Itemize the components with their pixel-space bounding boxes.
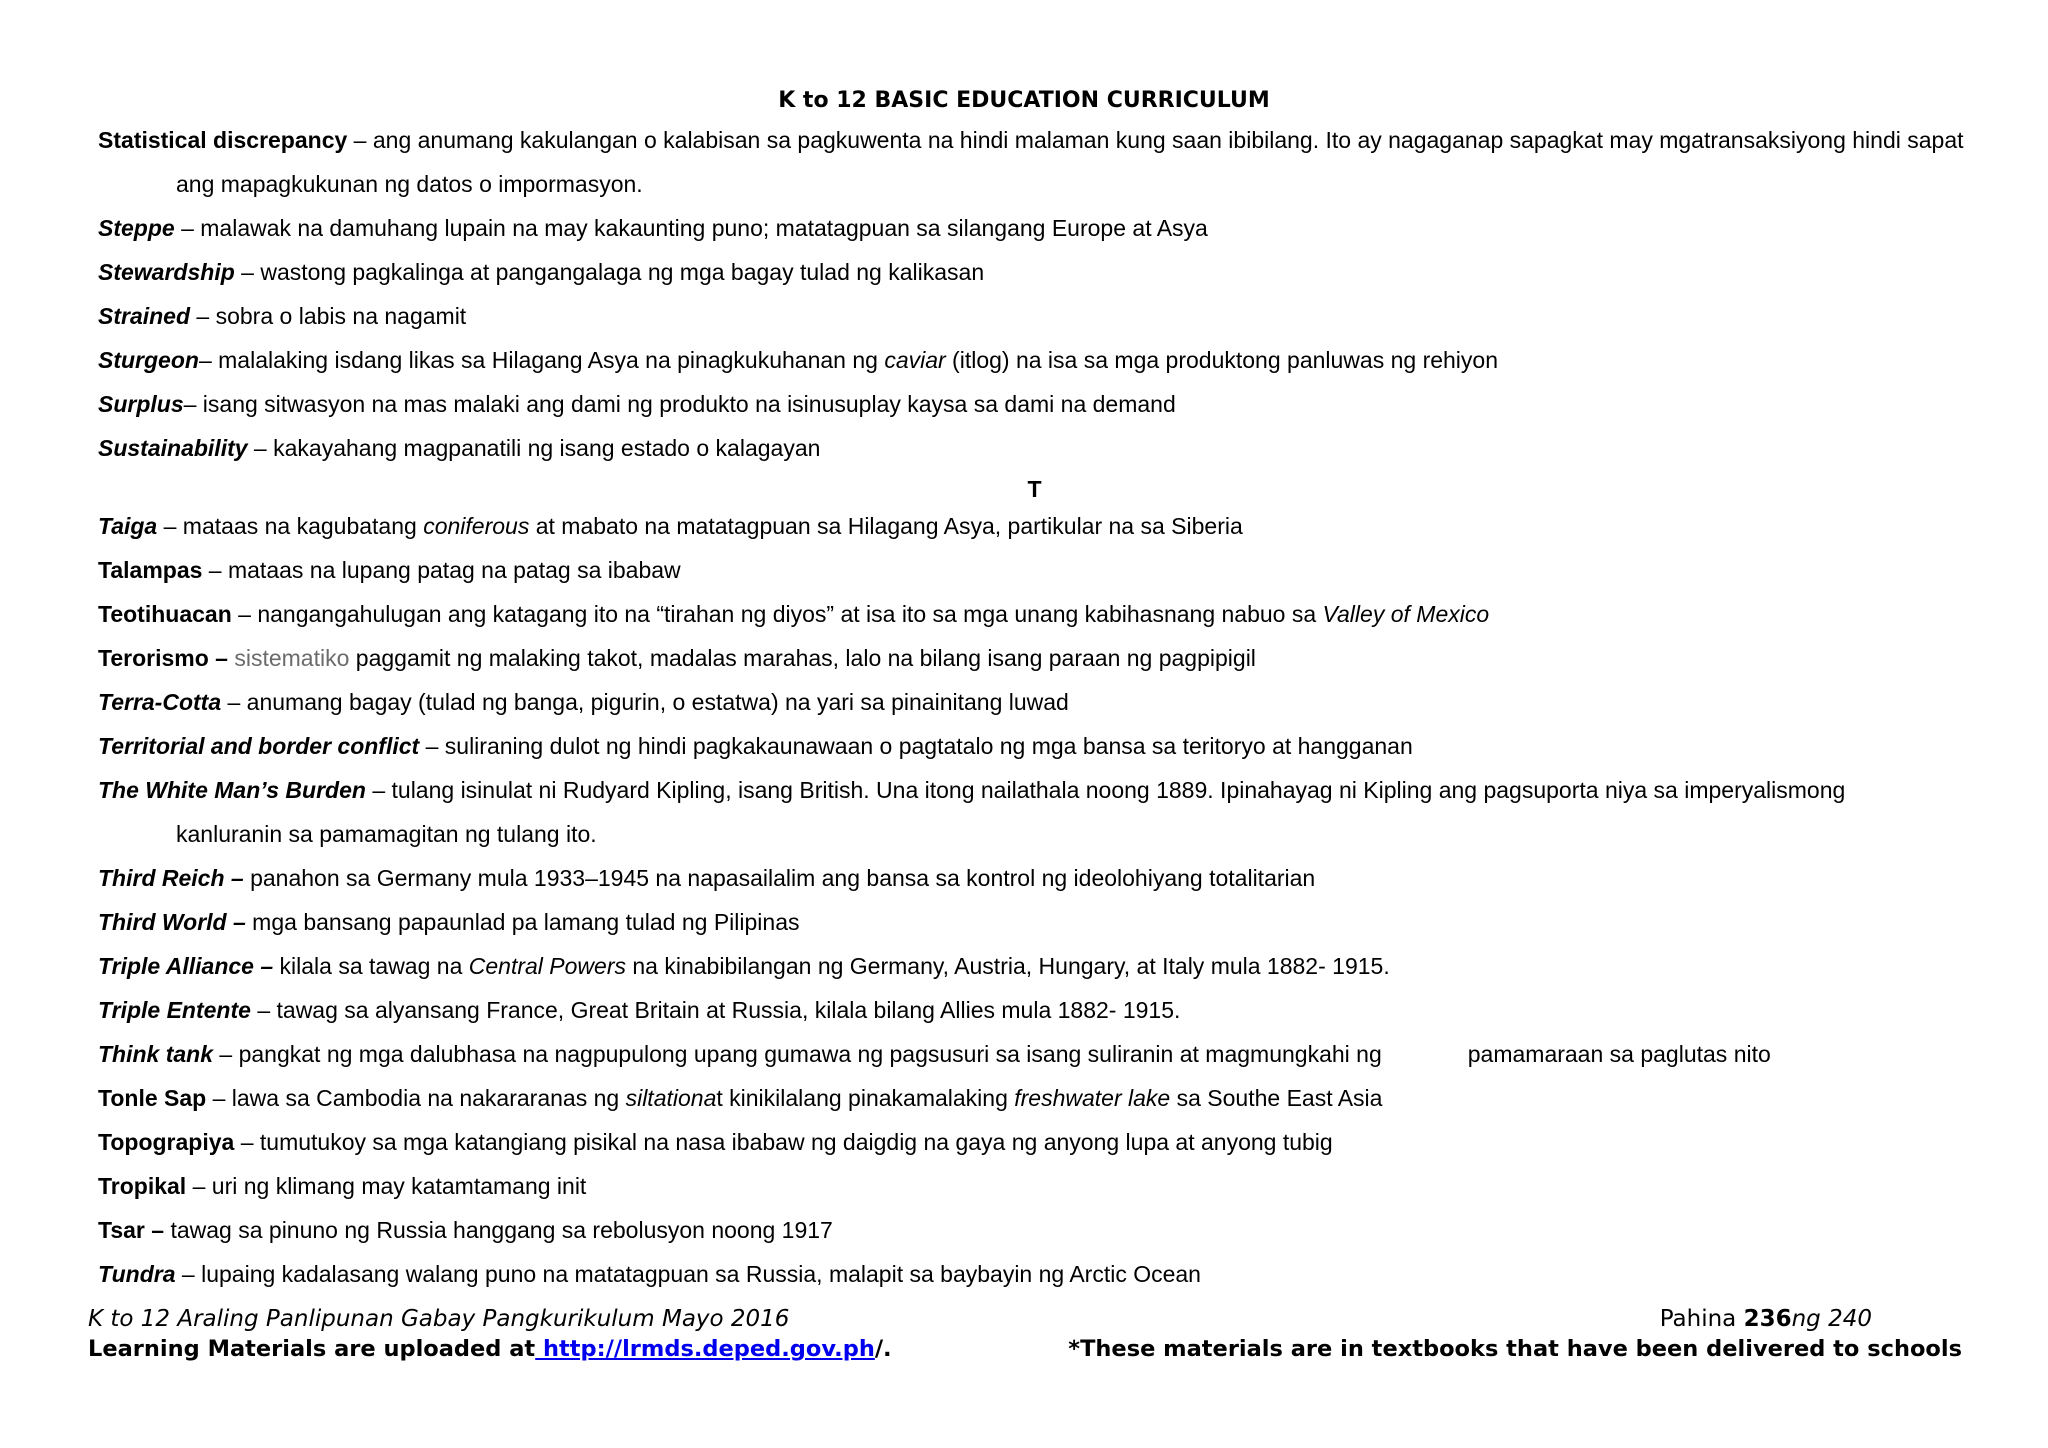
lrmds-link[interactable]: http://lrmds.deped.gov.ph xyxy=(535,1336,875,1362)
glossary-definition: – nangangahulugan ang katagang ito na “tirahan ng diyos” at isa ito sa mga unang kabihasnang nabuo sa xyxy=(231,601,1323,627)
glossary-definition: – anumang bagay (tulad ng banga, pigurin, o estatwa) na yari sa pinainitang luwad xyxy=(221,689,1069,715)
footer-guide-title: K to 12 Araling Panlipunan Gabay Pangkurikulum Mayo 2016 xyxy=(88,1306,790,1332)
glossary-emphasis: Central Powers xyxy=(468,953,626,979)
glossary-definition: – uri ng klimang may katamtamang init xyxy=(186,1173,587,1199)
glossary-definition: – lawa sa Cambodia na nakararanas ng xyxy=(206,1085,626,1111)
glossary-definition: – ang anumang kakulangan o kalabisan sa pagkuwenta na hindi malaman kung saan ibibilang. Ito ay nagaganap sapagkat may mgatransaksiyong hindi sapat ang mapagkukunan ng datos o impormasyon. xyxy=(176,127,1964,197)
glossary-term: Teotihuacan xyxy=(98,601,232,627)
glossary-entry xyxy=(98,856,1998,900)
glossary-term: Terorismo – xyxy=(98,645,228,671)
glossary-entry xyxy=(98,426,1998,470)
glossary-emphasis: Valley of Mexico xyxy=(1322,601,1490,627)
glossary-entry xyxy=(98,504,1998,548)
glossary-emphasis: caviar xyxy=(884,347,946,373)
glossary-entry xyxy=(98,768,1886,856)
footer-upload-line xyxy=(88,1336,1962,1362)
glossary-term: Tundra xyxy=(98,1261,176,1287)
section-letter: T xyxy=(1027,476,1042,502)
glossary-entry xyxy=(98,548,1998,592)
glossary-entry xyxy=(98,1032,1998,1076)
glossary-term: Third Reich – xyxy=(98,865,244,891)
glossary-definition-cont: at mabato na matatagpuan sa Hilagang Asya, partikular na sa Siberia xyxy=(529,513,1243,539)
glossary-definition: – isang sitwasyon na mas malaki ang dami ng produkto na isinusuplay kaysa sa dami na demand xyxy=(183,391,1176,417)
glossary-term: Think tank xyxy=(98,1041,214,1067)
glossary-entry xyxy=(98,944,1998,988)
glossary-entry xyxy=(98,1252,1998,1296)
glossary-entry xyxy=(98,636,1998,680)
glossary-definition: – malalaking isdang likas sa Hilagang Asya na pinagkukuhanan ng xyxy=(198,347,885,373)
glossary-definition: – pangkat ng mga dalubhasa na nagpupulong upang gumawa ng pagsusuri sa isang suliranin at magmungkahi ng xyxy=(213,1041,1382,1067)
glossary-term: Triple Alliance – xyxy=(98,953,274,979)
glossary-term: Third World – xyxy=(98,909,246,935)
page-number: 236 xyxy=(1743,1306,1792,1332)
glossary-term: Sturgeon xyxy=(98,347,199,373)
footer-link-after: /. xyxy=(874,1336,892,1362)
glossary-definition: – tulang isinulat ni Rudyard Kipling, isang British. Una itong nailathala noong 1889. Ipinahayag ni Kipling ang pagsuporta niya sa imperyalismong kanluranin sa pamamagitan ng tulang ito. xyxy=(176,777,1846,847)
glossary-definition-cont: na kinabibilangan ng Germany, Austria, Hungary, at Italy mula 1882- 1915. xyxy=(626,953,1390,979)
glossary-definition: paggamit ng malaking takot, madalas marahas, lalo na bilang isang paraan ng pagpipigil xyxy=(349,645,1256,671)
glossary-entry xyxy=(98,988,1998,1032)
glossary-definition: – mataas na kagubatang xyxy=(157,513,424,539)
glossary-definition-cont: pamamaraan sa paglutas nito xyxy=(1467,1041,1771,1067)
glossary-definition-cont: t kinikilalang pinakamalaking xyxy=(716,1085,1015,1111)
glossary-entry xyxy=(98,118,1998,206)
glossary-definition: tawag sa pinuno ng Russia hanggang sa rebolusyon noong 1917 xyxy=(164,1217,833,1243)
glossary-emphasis: siltationa xyxy=(625,1085,717,1111)
glossary-term: Topograpiya xyxy=(98,1129,235,1155)
glossary-entry xyxy=(98,1164,1998,1208)
glossary-definition-end: sa Southe East Asia xyxy=(1170,1085,1383,1111)
glossary-emphasis: coniferous xyxy=(423,513,530,539)
glossary-term: Talampas xyxy=(98,557,203,583)
page-prefix: Pahina xyxy=(1659,1306,1744,1332)
glossary-definition: – mataas na lupang patag na patag sa ibabaw xyxy=(202,557,681,583)
glossary-entry xyxy=(98,900,1998,944)
glossary-entry xyxy=(98,206,1998,250)
glossary-entry xyxy=(98,338,1998,382)
page-suffix: ng 240 xyxy=(1791,1306,1872,1332)
glossary-term: Statistical discrepancy xyxy=(98,127,348,153)
footer-note: *These materials are in textbooks that have been delivered to schools xyxy=(1068,1336,1962,1362)
glossary-term: Surplus xyxy=(98,391,184,417)
glossary-definition: – malawak na damuhang lupain na may kakaunting puno; matatagpuan sa silangang Europe at Asya xyxy=(174,215,1208,241)
glossary-term: Territorial and border conflict xyxy=(98,733,420,759)
glossary-definition: – tumutukoy sa mga katangiang pisikal na nasa ibabaw ng daigdig na gaya ng anyong lupa at anyong tubig xyxy=(234,1129,1333,1155)
glossary-term: Steppe xyxy=(98,215,175,241)
glossary-term: Strained xyxy=(98,303,191,329)
page-indicator xyxy=(1660,1306,1872,1332)
glossary-definition: – sobra o labis na nagamit xyxy=(190,303,467,329)
glossary-entries xyxy=(98,118,1998,1296)
glossary-entry xyxy=(98,592,1998,636)
glossary-entry xyxy=(98,250,1998,294)
glossary-term: Terra-Cotta xyxy=(98,689,222,715)
glossary-definition: kilala sa tawag na xyxy=(273,953,469,979)
glossary-definition: panahon sa Germany mula 1933–1945 na napasailalim ang bansa sa kontrol ng ideolohiyang totalitarian xyxy=(243,865,1316,891)
glossary-entry xyxy=(98,680,1998,724)
glossary-entry xyxy=(98,1208,1998,1252)
glossary-definition: – lupaing kadalasang walang puno na matatagpuan sa Russia, malapit sa baybayin ng Arctic Ocean xyxy=(175,1261,1201,1287)
glossary-term: Tropikal xyxy=(98,1173,187,1199)
glossary-definition: – suliraning dulot ng hindi pagkakaunawaan o pagtatalo ng mga bansa sa teritoryo at hangganan xyxy=(419,733,1413,759)
glossary-entry xyxy=(98,724,1998,768)
glossary-grey-word: sistematiko xyxy=(227,645,350,671)
glossary-term: Sustainability xyxy=(98,435,248,461)
glossary-emphasis-2: freshwater lake xyxy=(1014,1085,1171,1111)
glossary-definition: – tawag sa alyansang France, Great Britain at Russia, kilala bilang Allies mula 1882- 1915. xyxy=(250,997,1181,1023)
glossary-definition: mga bansang papaunlad pa lamang tulad ng Pilipinas xyxy=(245,909,800,935)
glossary-term: Tonle Sap xyxy=(98,1085,207,1111)
page-title: K to 12 BASIC EDUCATION CURRICULUM xyxy=(778,88,1270,113)
glossary-term: Triple Entente xyxy=(98,997,251,1023)
glossary-definition: – kakayahang magpanatili ng isang estado o kalagayan xyxy=(247,435,821,461)
glossary-term: Tsar – xyxy=(98,1217,165,1243)
glossary-definition: – wastong pagkalinga at pangangalaga ng mga bagay tulad ng kalikasan xyxy=(234,259,985,285)
glossary-term: The White Man’s Burden xyxy=(98,777,366,803)
glossary-entry xyxy=(98,294,1998,338)
glossary-entry xyxy=(98,1120,1998,1164)
glossary-term: Taiga xyxy=(98,513,158,539)
glossary-definition-cont: (itlog) na isa sa mga produktong panluwas ng rehiyon xyxy=(945,347,1498,373)
footer-upload-text: Learning Materials are uploaded at xyxy=(88,1336,536,1362)
glossary-entry xyxy=(98,1076,1998,1120)
glossary-entry xyxy=(98,382,1998,426)
footer-guide-line xyxy=(88,1306,1872,1332)
glossary-term: Stewardship xyxy=(98,259,235,285)
